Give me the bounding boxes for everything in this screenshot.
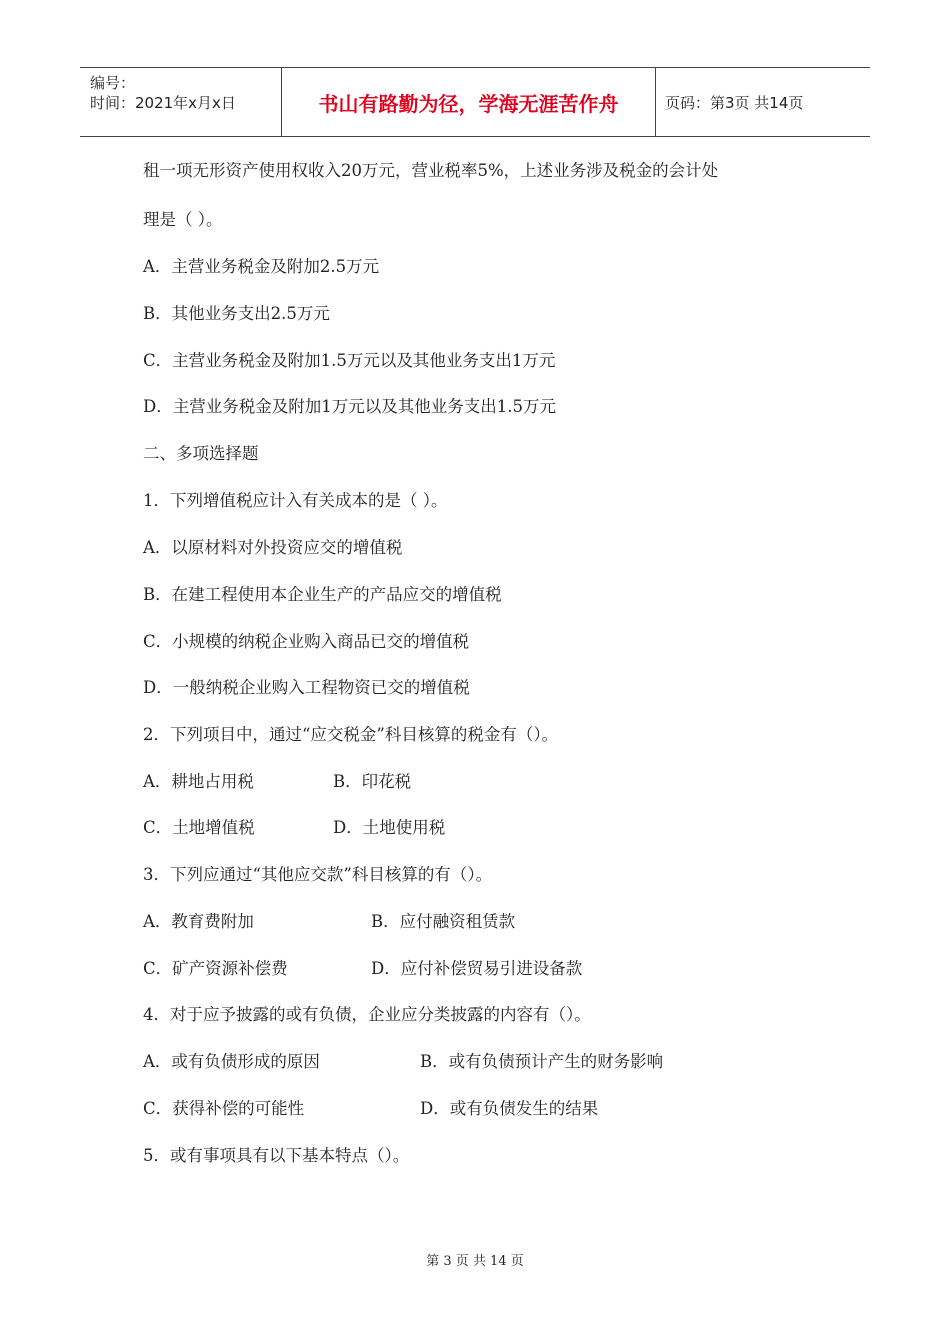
text-line xyxy=(143,399,556,416)
text-line xyxy=(143,259,379,276)
text-line xyxy=(143,212,223,229)
text-line xyxy=(143,867,492,884)
text-line xyxy=(143,818,446,837)
header-page-info: 页码：第3页 共14页 xyxy=(665,93,804,112)
line-option-col2: D．土地使用税 xyxy=(333,818,446,837)
line-option-col2: D．或有负债发生的结果 xyxy=(420,1099,599,1118)
line-option-col2: B．应付融资租赁款 xyxy=(371,912,516,931)
text-line xyxy=(143,163,718,180)
line-option-col2: D．应付补偿贸易引进设备款 xyxy=(371,959,583,978)
line-text: 4．对于应予披露的或有负债，企业应分类披露的内容有（）。 xyxy=(143,1005,591,1024)
header-motto: 书山有路勤为径，学海无涯苦作舟 xyxy=(281,68,656,136)
line-text: C．主营业务税金及附加1.5万元以及其他业务支出1万元 xyxy=(143,351,556,370)
text-line xyxy=(143,634,469,651)
line-text: 2．下列项目中，通过“应交税金”科目核算的税金有（）。 xyxy=(143,725,559,744)
page-footer: 第 3 页 共 14 页 xyxy=(426,1254,524,1269)
text-line xyxy=(143,493,448,510)
document-number-label: 编号： xyxy=(90,74,136,92)
line-text: C．土地增值税 xyxy=(143,818,255,837)
line-text: B．在建工程使用本企业生产的产品应交的增值税 xyxy=(143,585,502,604)
text-line xyxy=(143,540,402,557)
line-text: 理是（ ）。 xyxy=(143,210,223,229)
line-option-col2: B．或有负债预计产生的财务影响 xyxy=(420,1052,664,1071)
document-time-label: 时间：2021年x月x日 xyxy=(90,94,236,112)
line-text: 1．下列增值税应计入有关成本的是（ ）。 xyxy=(143,491,448,510)
text-line xyxy=(143,912,516,931)
header-left-cell xyxy=(80,68,280,136)
text-line xyxy=(143,1099,599,1118)
line-text: A．教育费附加 xyxy=(143,912,254,931)
page-header xyxy=(80,67,870,137)
line-text: A．主营业务税金及附加2.5万元 xyxy=(143,257,380,276)
line-text: 二、多项选择题 xyxy=(143,444,259,463)
text-line xyxy=(143,353,555,370)
text-line xyxy=(143,306,330,323)
line-text: 租一项无形资产使用权收入20万元，营业税率5%，上述业务涉及税金的会计处 xyxy=(143,161,719,180)
text-line xyxy=(143,1148,409,1165)
line-text: C．获得补偿的可能性 xyxy=(143,1099,305,1118)
line-option-col2: B．印花税 xyxy=(333,772,412,791)
line-text: 3．下列应通过“其他应交款”科目核算的有（）。 xyxy=(143,865,493,884)
line-text: B．其他业务支出2.5万元 xyxy=(143,304,330,323)
text-line xyxy=(143,959,583,978)
line-text: A．耕地占用税 xyxy=(143,772,254,791)
line-text: D．主营业务税金及附加1万元以及其他业务支出1.5万元 xyxy=(143,397,556,416)
text-line xyxy=(143,680,470,697)
text-line xyxy=(143,587,502,604)
text-line xyxy=(143,446,259,463)
line-text: A．或有负债形成的原因 xyxy=(143,1052,320,1071)
line-text: D．一般纳税企业购入工程物资已交的增值税 xyxy=(143,678,470,697)
text-line xyxy=(143,727,558,744)
line-text: A．以原材料对外投资应交的增值税 xyxy=(143,538,403,557)
line-text: 5．或有事项具有以下基本特点（）。 xyxy=(143,1146,410,1165)
text-line xyxy=(143,1007,591,1024)
line-text: C．矿产资源补偿费 xyxy=(143,959,288,978)
line-text: C．小规模的纳税企业购入商品已交的增值税 xyxy=(143,632,470,651)
text-line xyxy=(143,1052,664,1071)
text-line xyxy=(143,772,412,791)
